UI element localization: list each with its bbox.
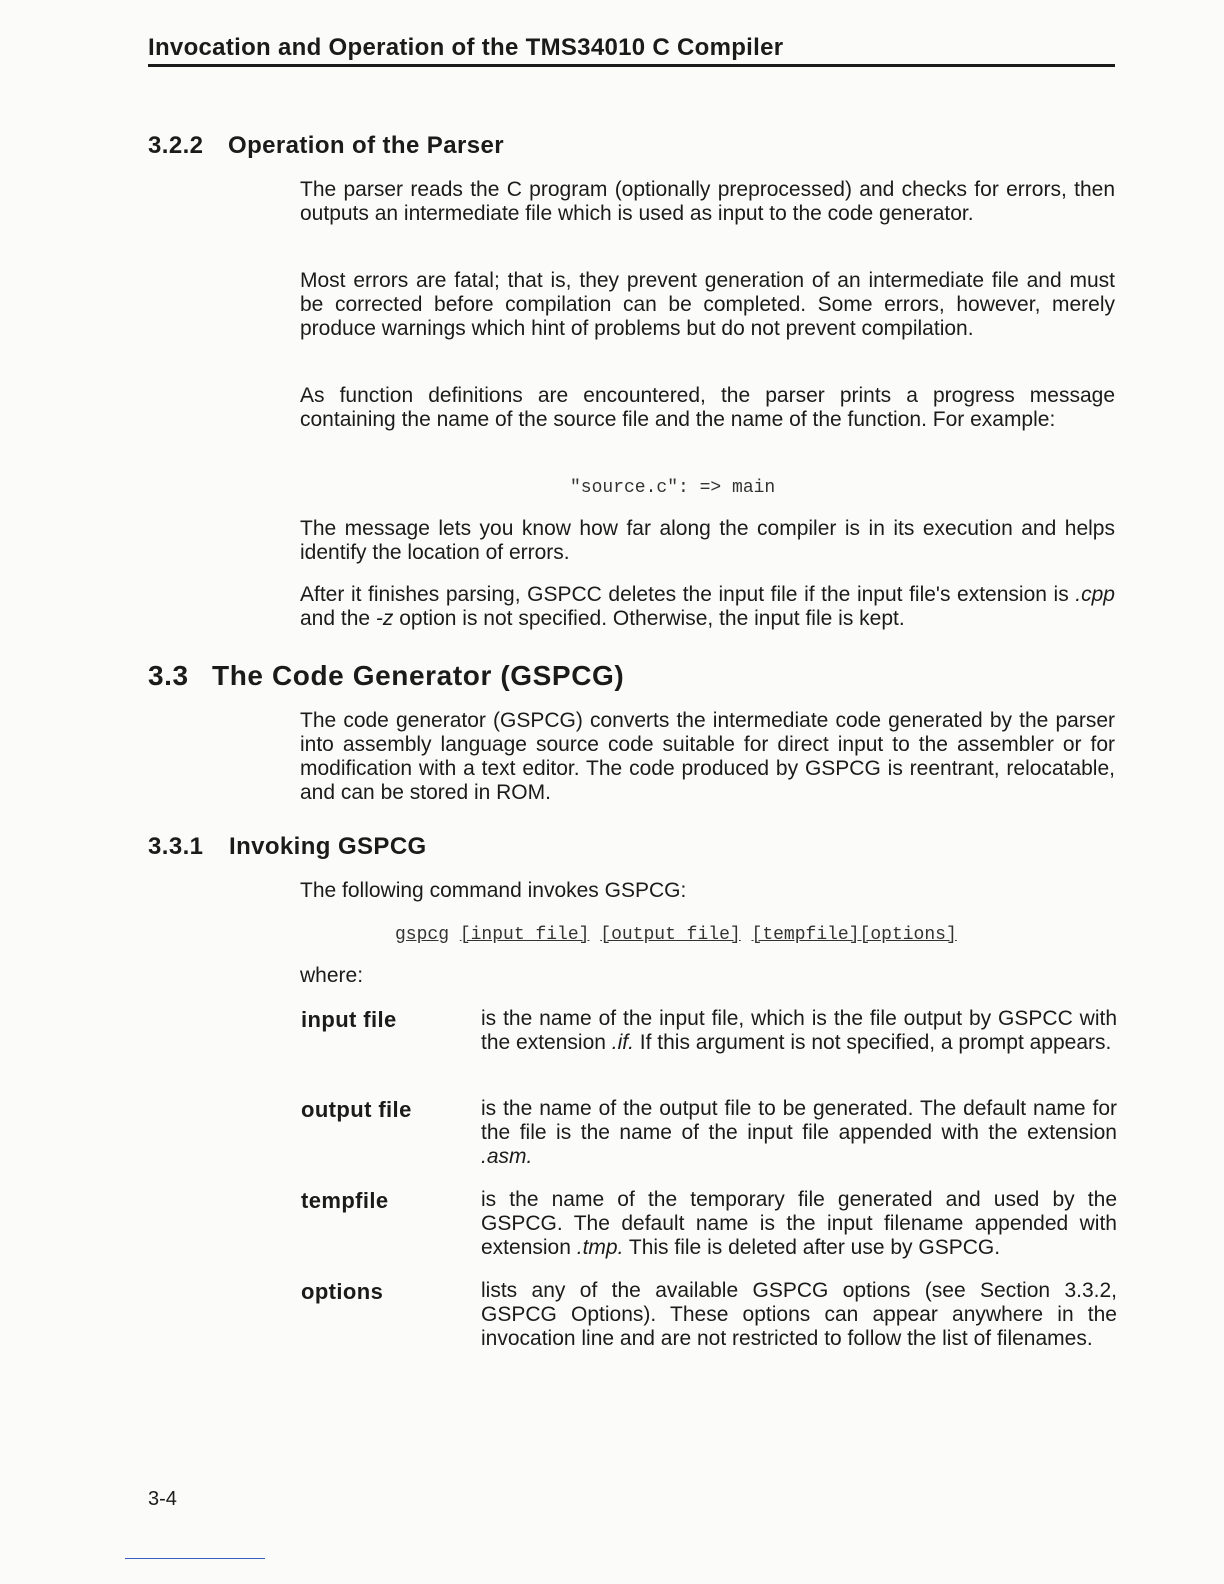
text-run: option is not specified. Otherwise, the input file is kept. [393, 607, 905, 630]
term-options: options [301, 1279, 384, 1304]
text-run: is the name of the input file, which is the file output by GSPCC with the extension [481, 1007, 1117, 1054]
asm-extension: .asm. [481, 1145, 533, 1168]
code-generator-paragraph: The code generator (GSPCG) converts the intermediate code generated by the parser into assembly language source code suitable for direct input to the assembler or for modification with a text editor. The code produced by GSPCG is reentrant, relocatable, and can be stored in ROM. [300, 709, 1115, 804]
section-3-3-heading [148, 660, 624, 692]
footer-rule [125, 1558, 265, 1559]
text-run: If this argument is not specified, a prompt appears. [633, 1031, 1112, 1054]
parser-paragraph-4: The message lets you know how far along the compiler is in its execution and helps identify the location of errors. [300, 517, 1115, 564]
if-extension: .if. [611, 1031, 634, 1054]
section-number: 3.3 [148, 660, 189, 691]
z-option: -z [375, 607, 394, 630]
text-run: After it finishes parsing, GSPCC deletes the input file if the input file's extension is [300, 583, 1076, 606]
command-arg-temp-options: [tempfile][options] [751, 925, 957, 945]
where-label: where: [300, 964, 364, 987]
section-title: The Code Generator (GSPCG) [212, 660, 625, 691]
text-run: lists any of the available GSPCG options (see Section 3.3.2, GSPCG Options). These options can appear anywhere in the invocation line and are not restricted to follow the list of filenames. [481, 1279, 1117, 1350]
text-run: This file is deleted after use by GSPCG. [623, 1236, 1001, 1259]
parser-paragraph-2: Most errors are fatal; that is, they prevent generation of an intermediate file and must be corrected before compilation can be completed. Some errors, however, merely produce warnings which hint of problems but do not prevent compilation. [300, 269, 1115, 340]
definition-output-file [481, 1097, 1117, 1169]
running-header: Invocation and Operation of the TMS34010 C Compiler [148, 34, 1115, 67]
page-number: 3-4 [148, 1488, 177, 1510]
command-arg-output: [output file] [600, 925, 741, 945]
term-output-file: output file [301, 1097, 412, 1122]
section-3-2-2-heading [148, 132, 504, 160]
cpp-extension: .cpp [1075, 583, 1115, 606]
text-run: and the [300, 607, 376, 630]
parser-paragraph-1: The parser reads the C program (optionally preprocessed) and checks for errors, then outputs an intermediate file which is used as input to the code generator. [300, 178, 1115, 225]
progress-message-example: "source.c": => main [570, 478, 776, 498]
parser-paragraph-5 [300, 583, 1115, 631]
definition-options [481, 1279, 1117, 1351]
definition-input-file [481, 1007, 1117, 1055]
gspcg-command-line [395, 925, 957, 945]
section-number: 3.3.1 [148, 833, 204, 860]
parser-paragraph-3: As function definitions are encountered, the parser prints a progress message containing the name of the source file and the name of the function. For example: [300, 384, 1115, 431]
term-tempfile: tempfile [301, 1188, 389, 1213]
text-run: is the name of the temporary file generated and used by the GSPCG. The default name is the input filename appended with extension [481, 1188, 1117, 1259]
text-run: is the name of the output file to be generated. The default name for the file is the name of the input file appended with the extension [481, 1097, 1117, 1144]
section-title: Operation of the Parser [228, 132, 504, 159]
tmp-extension: .tmp. [576, 1236, 624, 1259]
term-input-file: input file [301, 1007, 397, 1032]
command-name: gspcg [395, 925, 450, 945]
section-number: 3.2.2 [148, 132, 204, 159]
section-title: Invoking GSPCG [229, 833, 427, 860]
command-arg-input: [input file] [459, 925, 590, 945]
invoke-intro: The following command invokes GSPCG: [300, 879, 687, 902]
section-3-3-1-heading [148, 833, 427, 861]
definition-tempfile [481, 1188, 1117, 1260]
